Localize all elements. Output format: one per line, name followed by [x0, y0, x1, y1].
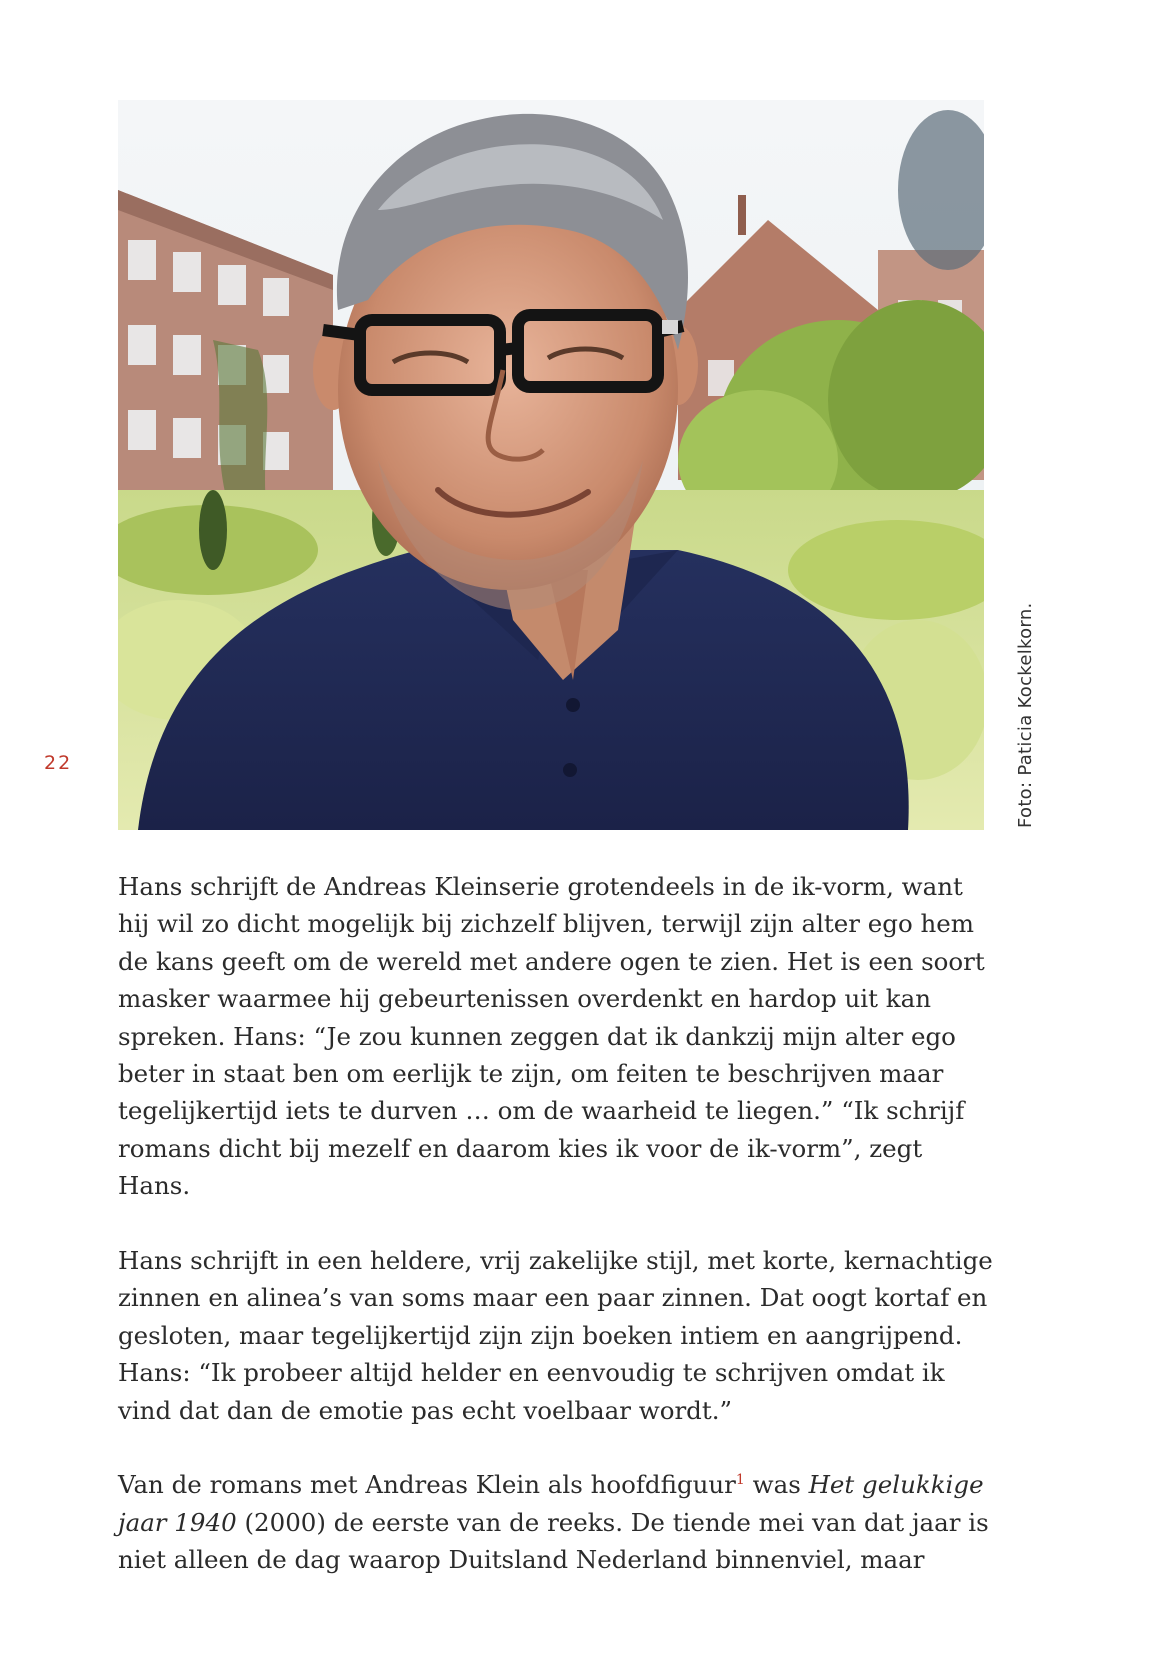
book-title: Het gelukkige jaar 1940: [118, 1470, 984, 1537]
photo-credit: Foto: Paticia Kockelkorn.: [1015, 602, 1036, 828]
article-body: [118, 868, 998, 1616]
page-number: 22: [44, 752, 73, 774]
footnote-reference[interactable]: 1: [735, 1472, 745, 1489]
paragraph-1: Hans schrijft de Andreas Kleinserie grotendeels in de ik-vorm, want hij wil zo dicht mogelijk bij zichzelf blijven, terwijl zijn alter ego hem de kans geeft om de wereld met andere ogen te zien. Het is een soort masker waarmee hij gebeurtenissen overdenkt en hardop uit kan spreken. Hans: “Je zou kunnen zeggen dat ik dankzij mijn alter ego beter in staat ben om eerlijk te zijn, om feiten te beschrijven maar tegelijkertijd iets te durven … om de waarheid te liegen.” “Ik schrijf romans dicht bij mezelf en daarom kies ik voor de ik-vorm”, zegt Hans.: [118, 872, 985, 1201]
paragraph-3: [118, 1466, 998, 1578]
paragraph-3-text-a: Van de romans met Andreas Klein als hoofdfiguur: [118, 1470, 736, 1500]
paragraph-2: Hans schrijft in een heldere, vrij zakelijke stijl, met korte, kernachtige zinnen en alinea’s van soms maar een paar zinnen. Dat oogt kortaf en gesloten, maar tegelijkertijd zijn zijn boeken intiem en aangrijpend. Hans: “Ik probeer altijd helder en eenvoudig te schrijven omdat ik vind dat dan de emotie pas echt voelbaar wordt.”: [118, 1246, 993, 1425]
paragraph-3-text-b: was: [744, 1470, 809, 1500]
paragraph-3-text-c: (2000) de eerste van de reeks. De tiende mei van dat jaar is niet alleen de dag waarop Duitsland Nederland binnenviel, maar: [118, 1507, 989, 1575]
portrait-illustration: [118, 100, 984, 830]
portrait-photo: [118, 100, 984, 830]
